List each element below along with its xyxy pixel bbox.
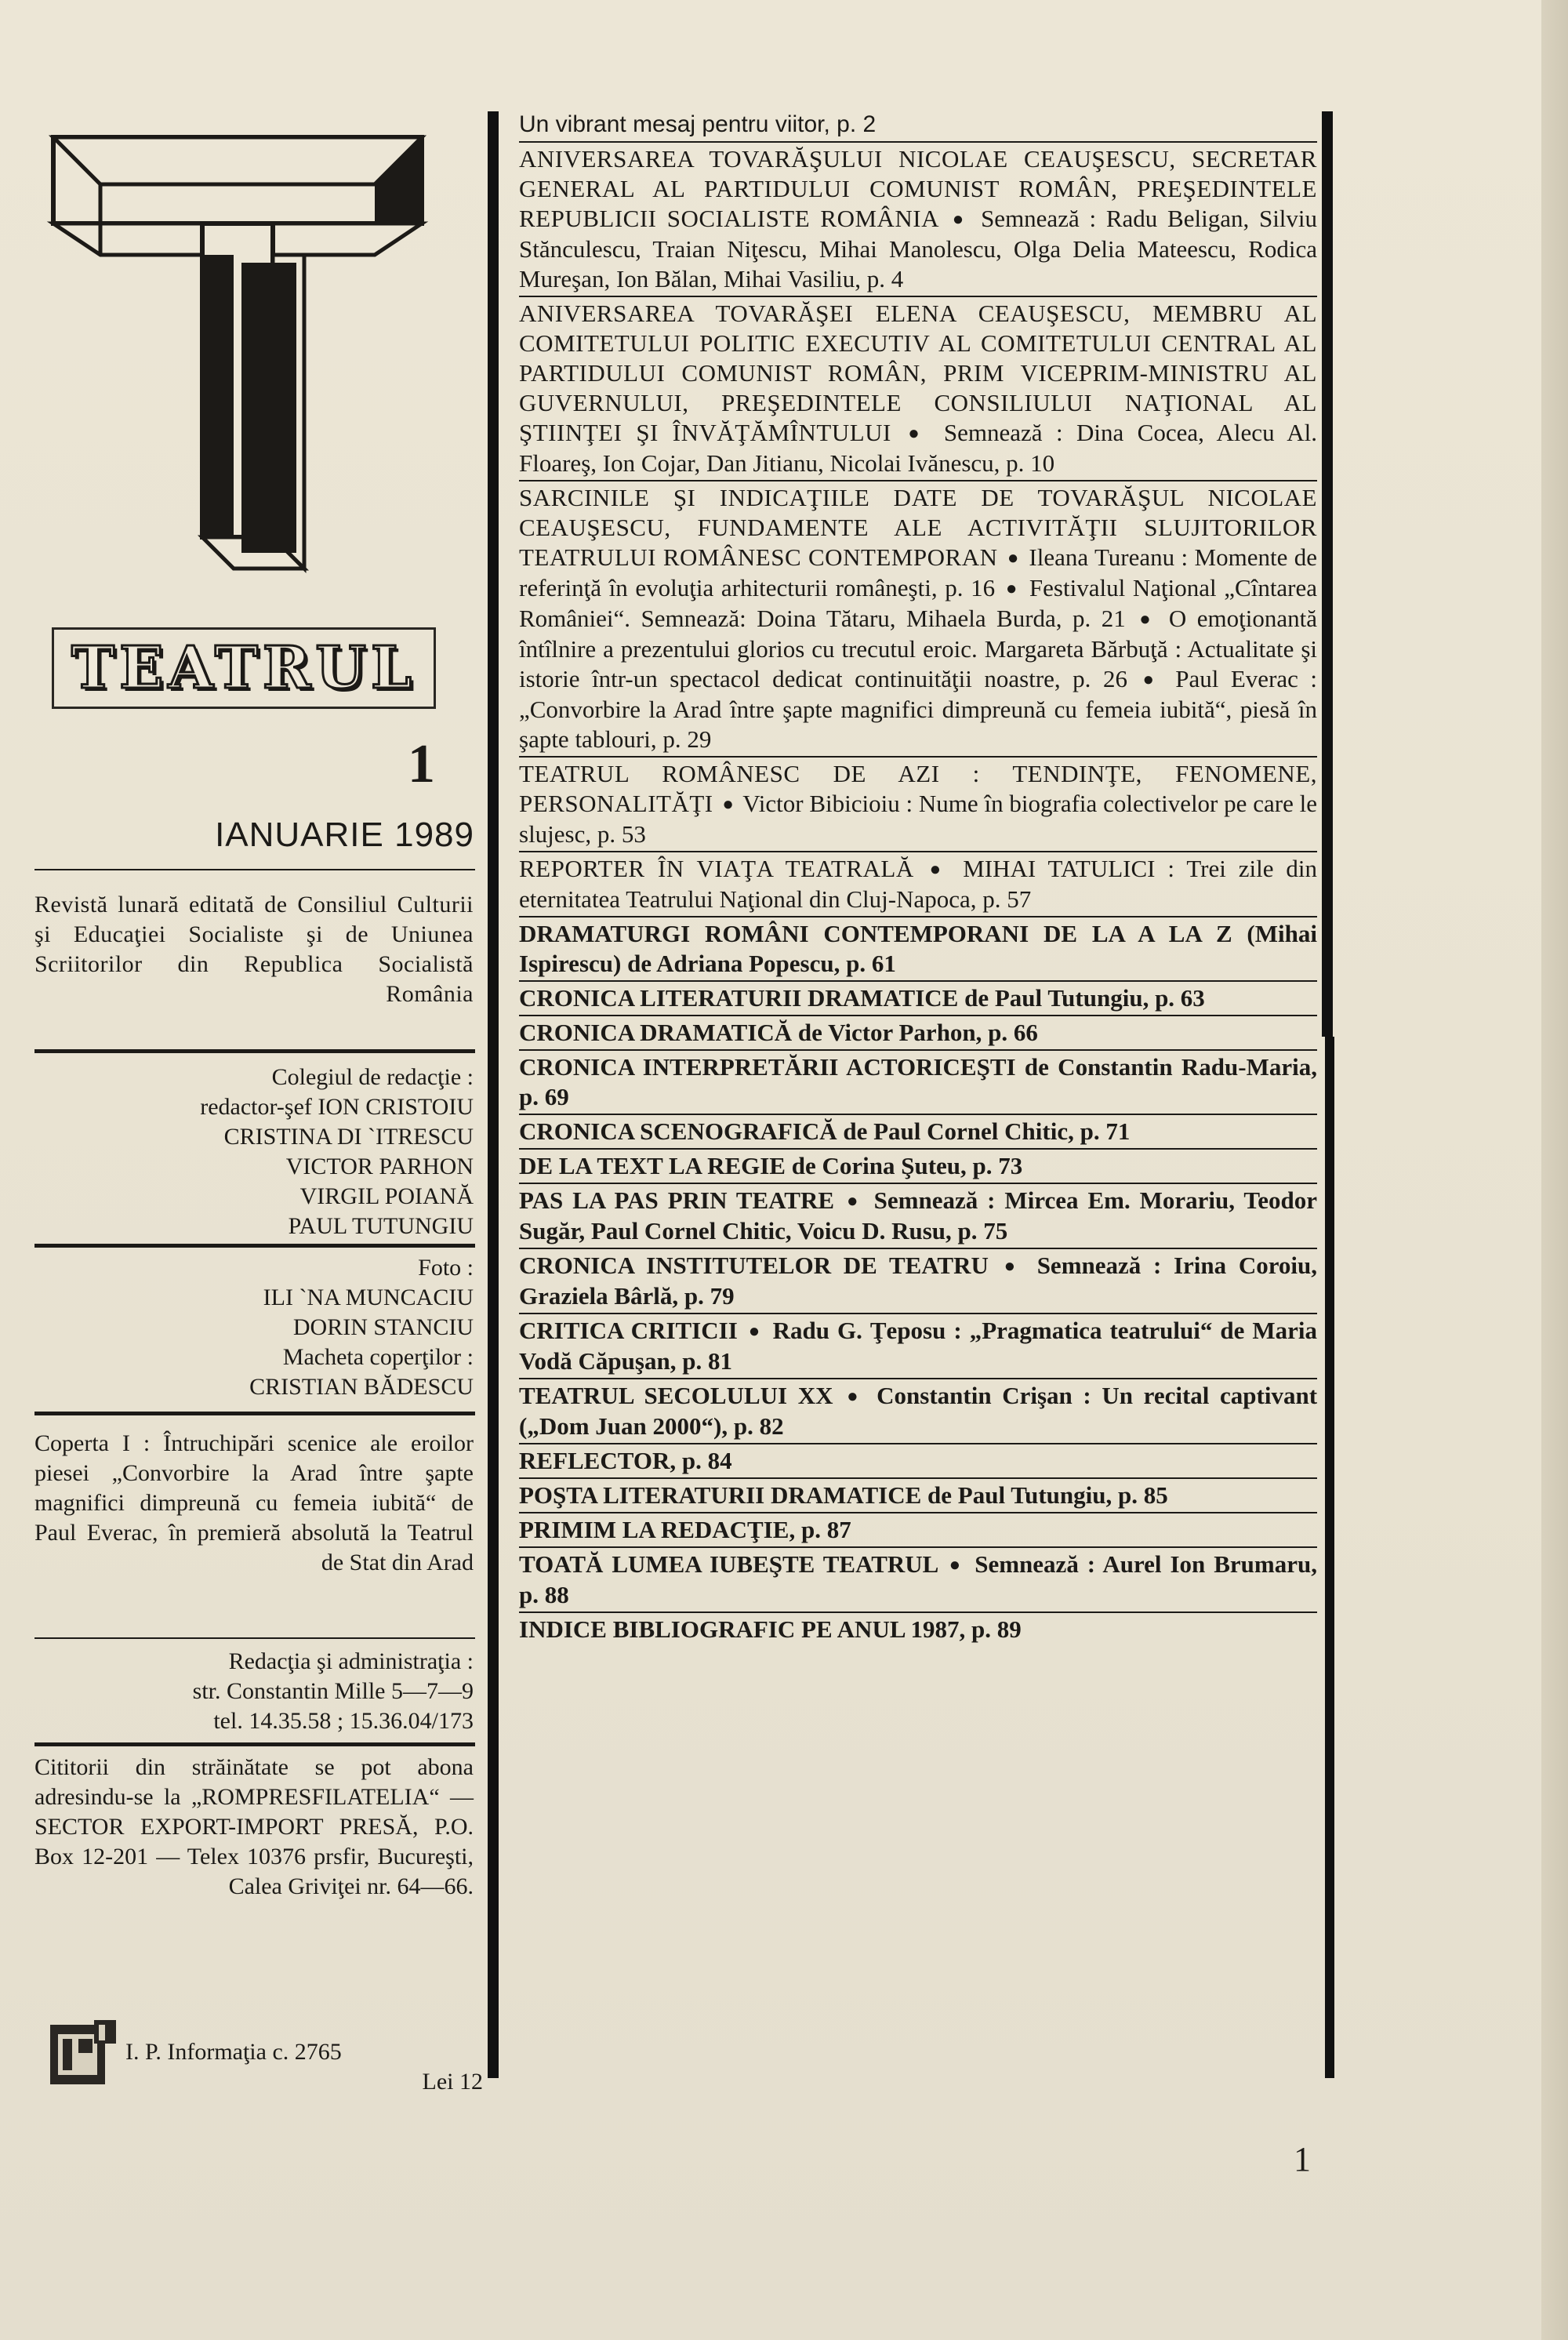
toc-entry <box>519 1479 1317 1513</box>
toc-entry-detail: Festivalul Naţional „Cîntarea României“. Semnează: Doina Tătaru, Mihaela Burda, p. 21 <box>519 574 1318 632</box>
divider <box>34 869 475 870</box>
t-logo-icon <box>45 129 434 600</box>
editorial-line: PAUL TUTUNGIU <box>288 1213 474 1239</box>
address-line: str. Constantin Mille 5—7—9 <box>192 1678 474 1704</box>
publication-description: Revistă lunară editată de Consiliul Culturii şi Educaţiei Socialiste şi de Uniunea Scriitorilor din Republica Socialistă România <box>34 892 474 1007</box>
toc-entry-title: CRONICA INSTITUTELOR DE TEATRU <box>519 1252 989 1279</box>
editorial-line: Colegiul de redacţie : <box>271 1064 474 1090</box>
bullet-icon: ● <box>722 794 734 815</box>
toc-entry-detail: Semnează : Mircea Em. Morariu, Teodor Sugăr, Paul Cornel Chitic, Voicu D. Rusu, p. 75 <box>519 1186 1318 1244</box>
credit-line: Macheta coperţilor : <box>282 1344 474 1370</box>
editorial-line: CRISTINA DI `ITRESCU <box>223 1124 474 1150</box>
toc-entry-detail: Semnează : Irina Coroiu, Graziela Bârlă, p. 79 <box>519 1252 1318 1310</box>
page-edge <box>1541 0 1568 2340</box>
toc-entry <box>519 1314 1317 1379</box>
toc-entry <box>519 108 1317 143</box>
teatrul-wordmark <box>52 627 436 709</box>
bullet-icon: ● <box>949 1555 964 1575</box>
bullet-icon: ● <box>1142 670 1160 690</box>
bullet-icon: ● <box>1139 609 1156 630</box>
bullet-icon: ● <box>847 1386 863 1407</box>
toc-entry-title: POŞTA LITERATURII DRAMATICE de Paul Tutungiu, p. 85 <box>519 1481 1168 1509</box>
column-rule-left <box>488 111 499 2078</box>
toc-entry-detail: Semnează : Aurel Ion Brumaru, p. 88 <box>519 1550 1317 1608</box>
price: Lei 12 <box>422 2069 483 2095</box>
printer-logo-icon <box>47 2017 119 2089</box>
bullet-icon: ● <box>847 1191 862 1212</box>
bullet-icon: ● <box>748 1321 762 1342</box>
subscription-info: Cititorii din străinătate se pot abona adresindu-se la „ROMPRESFILATELIA“ — SECTOR EXPORT-IMPORT PRESĂ, P.O. Box 12-201 — Telex 10376 prsfir, Bucureşti, Calea Griviţei nr. 64—66. <box>34 1754 474 1899</box>
toc-entry-title: CRONICA SCENOGRAFICĂ de Paul Cornel Chitic, p. 71 <box>519 1117 1131 1145</box>
toc-entry <box>519 1016 1317 1051</box>
bullet-icon: ● <box>1007 548 1020 569</box>
printer-name: I. P. Informaţia c. 2765 <box>125 2039 342 2065</box>
toc-entry-detail: Ileana Tureanu : Momente de referinţă în evoluţia arhitecturii româneşti, p. 16 <box>519 543 1317 601</box>
toc-entry <box>519 1548 1317 1613</box>
toc-entry-title: INDICE BIBLIOGRAFIC PE ANUL 1987, p. 89 <box>519 1615 1022 1643</box>
toc-entry <box>519 297 1317 481</box>
toc-entry <box>519 1184 1317 1249</box>
toc-entry <box>519 1115 1317 1150</box>
toc-entry <box>519 758 1317 852</box>
bullet-icon: ● <box>1005 579 1019 599</box>
toc-entry-title: ANIVERSAREA TOVARĂŞEI ELENA CEAUŞESCU, MEMBRU AL COMITETULUI POLITIC EXECUTIV AL COMITETULUI CENTRAL AL PARTIDULUI COMUNIST ROMÂN, PRIM VICEPRIM-MINISTRU AL GUVERNULUI, PREŞEDINTELE CONSILIULUI NAŢIONAL AL ŞTIINŢEI ŞI ÎNVĂŢĂMÎNTULUI <box>519 300 1317 446</box>
toc-entry-detail: Constantin Crişan : Un recital captivant („Dom Juan 2000“), p. 82 <box>519 1382 1318 1440</box>
divider <box>34 1244 475 1248</box>
bullet-icon: ● <box>952 209 968 230</box>
toc-entry <box>519 1249 1317 1314</box>
bullet-icon: ● <box>1004 1256 1022 1277</box>
toc-entry <box>519 982 1317 1016</box>
toc-entry-title: PAS LA PAS PRIN TEATRE <box>519 1186 835 1214</box>
toc-entry <box>519 917 1317 982</box>
column-rule-right <box>1322 111 1333 1037</box>
magazine-title: TEATRUL <box>71 634 416 702</box>
toc-entry-title: PRIMIM LA REDACŢIE, p. 87 <box>519 1516 851 1543</box>
toc-entry-detail: Radu G. Ţeposu : „Pragmatica teatrului“ de Maria Vodă Căpuşan, p. 81 <box>519 1317 1318 1375</box>
divider <box>34 1742 475 1746</box>
toc-entry-title: TOATĂ LUMEA IUBEŞTE TEATRUL <box>519 1550 938 1578</box>
toc-entry <box>519 1613 1317 1646</box>
toc-entry-detail: MIHAI TATULICI : Trei zile din eternitatea Teatrului Naţional din Cluj-Napoca, p. 57 <box>519 855 1318 913</box>
toc-entry <box>519 1051 1317 1115</box>
toc-entry-title: SARCINILE ŞI INDICAŢIILE DATE DE TOVARĂŞUL NICOLAE CEAUŞESCU, FUNDAMENTE ALE ACTIVITĂŢII SLUJITORILOR TEATRULUI ROMÂNESC CONTEMPORAN <box>519 484 1317 571</box>
toc-entry-detail: Semnează : Radu Beligan, Silviu Stănculescu, Traian Niţescu, Mihai Manolescu, Olga Delia Mateescu, Rodica Mureşan, Ion Bălan, Mihai Vasiliu, p. 4 <box>519 205 1318 292</box>
toc-entry <box>519 1513 1317 1548</box>
editorial-board <box>34 1063 474 1241</box>
toc-entry-title: CRONICA DRAMATICĂ de Victor Parhon, p. 66 <box>519 1019 1038 1046</box>
column-rule-right <box>1325 1037 1334 2078</box>
toc-entry-title: CRONICA LITERATURII DRAMATICE de Paul Tutungiu, p. 63 <box>519 984 1205 1012</box>
editorial-line: VIRGIL POIANĂ <box>299 1183 474 1209</box>
bullet-icon: ● <box>908 423 927 444</box>
credit-line: Foto : <box>418 1255 474 1281</box>
toc-entry <box>519 481 1317 758</box>
toc-entry <box>519 1150 1317 1184</box>
photo-credits <box>34 1253 474 1402</box>
toc-entry-title: CRONICA INTERPRETĂRII ACTORICEŞTI de Constantin Radu-Maria, p. 69 <box>519 1053 1317 1110</box>
toc-entry-title: REPORTER ÎN VIAŢA TEATRALĂ <box>519 855 914 882</box>
toc-entry-detail: Victor Bibicioiu : Nume în biografia colectivelor pe care le slujesc, p. 53 <box>519 790 1318 848</box>
toc-entry-title: CRITICA CRITICII <box>519 1317 738 1344</box>
address-line: tel. 14.35.58 ; 15.36.04/173 <box>213 1708 474 1734</box>
printer-info <box>125 2037 483 2097</box>
toc-entry-title: DE LA TEXT LA REGIE de Corina Şuteu, p. 73 <box>519 1152 1023 1179</box>
issue-date: IANUARIE 1989 <box>215 816 474 854</box>
editorial-address <box>34 1647 474 1736</box>
bullet-icon: ● <box>929 859 948 880</box>
cover-description: Coperta I : Întruchipări scenice ale eroilor piesei „Convorbire la Arad între şapte magnifici dimpreună cu femeia iubită“ de Paul Everac, în premieră absolută la Teatrul de Stat din Arad <box>34 1430 474 1575</box>
credit-line: CRISTIAN BĂDESCU <box>249 1374 474 1400</box>
issue-number: 1 <box>408 734 435 794</box>
editorial-line: redactor-şef ION CRISTOIU <box>200 1094 474 1120</box>
divider <box>34 1412 475 1415</box>
divider <box>34 1049 475 1053</box>
toc-entry-title: Un vibrant mesaj pentru viitor, p. 2 <box>519 111 877 137</box>
credit-line: DORIN STANCIU <box>292 1314 474 1340</box>
toc-entry <box>519 1379 1317 1444</box>
address-line: Redacţia şi administraţia : <box>228 1648 474 1674</box>
table-of-contents <box>519 108 1317 1646</box>
toc-entry-title: TEATRUL SECOLULUI XX <box>519 1382 833 1409</box>
toc-entry <box>519 143 1317 297</box>
credit-line: ILI `NA MUNCACIU <box>263 1284 474 1310</box>
toc-entry-detail: Paul Everac : „Convorbire la Arad între şapte magnifici dimpreună cu femeia iubită“, piesă în şapte tablouri, p. 29 <box>519 665 1318 753</box>
toc-entry-title: DRAMATURGI ROMÂNI CONTEMPORANI DE LA A LA Z (Mihai Ispirescu) de Adriana Popescu, p. 61 <box>519 920 1317 977</box>
toc-entry <box>519 852 1317 917</box>
divider <box>34 1637 475 1639</box>
toc-entry <box>519 1444 1317 1479</box>
toc-entry-detail: O emoţionantă întîlnire a prezentului glorios cu trecutul eroic. Margareta Bărbuţă : Actualitate şi istorie într-un spectacol dedicat continuităţii noastre, p. 26 <box>519 605 1317 692</box>
toc-entry-detail: Semnează : Dina Cocea, Alecu Al. Floareş, Ion Cojar, Dan Jitianu, Nicolai Ivănescu, p. 10 <box>519 419 1318 477</box>
editorial-line: VICTOR PARHON <box>285 1154 474 1179</box>
toc-entry-title: REFLECTOR, p. 84 <box>519 1447 732 1474</box>
toc-entry-title: ANIVERSAREA TOVARĂŞULUI NICOLAE CEAUŞESCU, SECRETAR GENERAL AL PARTIDULUI COMUNIST ROMÂN, PREŞEDINTELE REPUBLICII SOCIALISTE ROMÂNIA <box>519 145 1317 232</box>
page-number: 1 <box>1294 2140 1311 2178</box>
toc-entry-title: TEATRUL ROMÂNESC DE AZI : TENDINŢE, FENOMENE, PERSONALITĂŢI <box>519 760 1317 817</box>
